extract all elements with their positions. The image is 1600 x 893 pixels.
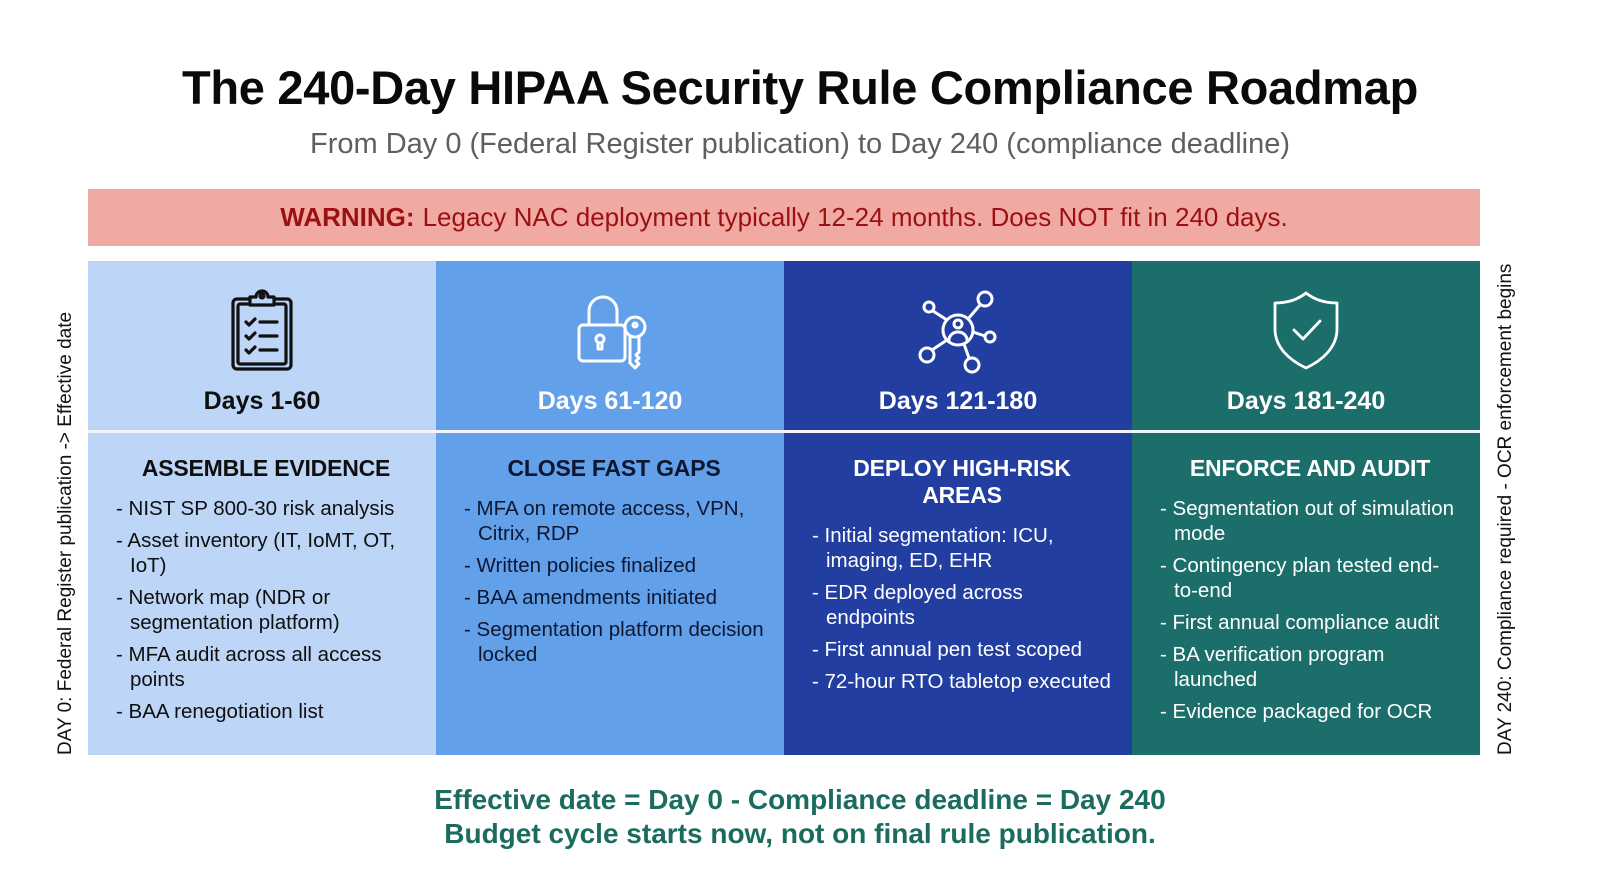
task-item: - BA verification program launched xyxy=(1160,642,1460,692)
phase-body xyxy=(436,433,784,755)
task-item: - First annual compliance audit xyxy=(1160,610,1460,635)
task-item: - Contingency plan tested end-to-end xyxy=(1160,553,1460,603)
footer-line-2: Budget cycle starts now, not on final rule publication. xyxy=(444,818,1156,849)
phase-title: DEPLOY HIGH-RISK AREAS xyxy=(853,455,1071,508)
warning-label: WARNING: xyxy=(280,202,415,232)
phase-title: CLOSE FAST GAPS xyxy=(507,455,721,481)
warning-text: Legacy NAC deployment typically 12-24 months. Does NOT fit in 240 days. xyxy=(422,202,1288,232)
phase-range: Days 121-180 xyxy=(878,387,1038,415)
page-subtitle: From Day 0 (Federal Register publication) to Day 240 (compliance deadline) xyxy=(309,128,1290,160)
phase-task-list xyxy=(812,523,1112,694)
task-item: - First annual pen test scoped xyxy=(812,637,1112,662)
phase-body xyxy=(88,433,436,755)
task-item: - Asset inventory (IT, IoMT, OT, IoT) xyxy=(116,528,416,578)
task-item: - MFA on remote access, VPN, Citrix, RDP xyxy=(464,496,764,546)
lock-and-key-icon xyxy=(565,285,655,375)
phase-task-list xyxy=(464,496,764,667)
phase-task-list xyxy=(116,496,416,724)
phase-column-2 xyxy=(436,261,784,755)
phase-header xyxy=(88,261,436,433)
phase-body xyxy=(1132,433,1480,755)
phase-header xyxy=(1132,261,1480,433)
task-item: - 72-hour RTO tabletop executed xyxy=(812,669,1112,694)
task-item: - Written policies finalized xyxy=(464,553,764,578)
task-item: - Segmentation out of simulation mode xyxy=(1160,496,1460,546)
task-item: - Segmentation platform decision locked xyxy=(464,617,764,667)
phase-header xyxy=(436,261,784,433)
warning-banner xyxy=(88,189,1480,246)
footer-line-1: Effective date = Day 0 - Compliance deadline = Day 240 xyxy=(434,784,1166,815)
phase-body xyxy=(784,433,1132,755)
phase-range: Days 181-240 xyxy=(1226,387,1386,415)
task-item: - EDR deployed across endpoints xyxy=(812,580,1112,630)
task-item: - Initial segmentation: ICU, imaging, ED, EHR xyxy=(812,523,1112,573)
phase-header xyxy=(784,261,1132,433)
task-item: - Network map (NDR or segmentation platform) xyxy=(116,585,416,635)
task-item: - Evidence packaged for OCR xyxy=(1160,699,1460,724)
phase-column-1 xyxy=(88,261,436,755)
phase-range: Days 1-60 xyxy=(203,387,321,415)
phase-column-4 xyxy=(1132,261,1480,755)
task-item: - BAA amendments initiated xyxy=(464,585,764,610)
footer-note xyxy=(0,783,1600,851)
phase-column-3 xyxy=(784,261,1132,755)
day-0-label: DAY 0: Federal Register publication -> Effective date xyxy=(55,311,76,755)
clipboard-checklist-icon xyxy=(217,285,307,375)
phase-task-list xyxy=(1160,496,1460,724)
task-item: - NIST SP 800-30 risk analysis xyxy=(116,496,416,521)
phase-title: ENFORCE AND AUDIT xyxy=(1189,455,1431,481)
task-item: - MFA audit across all access points xyxy=(116,642,416,692)
network-user-icon xyxy=(913,285,1003,375)
page-title: The 240-Day HIPAA Security Rule Compliance Roadmap xyxy=(181,61,1419,114)
shield-check-icon xyxy=(1261,285,1351,375)
phase-range: Days 61-120 xyxy=(537,387,683,415)
phase-title: ASSEMBLE EVIDENCE xyxy=(141,455,391,481)
roadmap-grid xyxy=(88,261,1480,755)
task-item: - BAA renegotiation list xyxy=(116,699,416,724)
day-240-label: DAY 240: Compliance required - OCR enforcement begins xyxy=(1495,263,1516,755)
